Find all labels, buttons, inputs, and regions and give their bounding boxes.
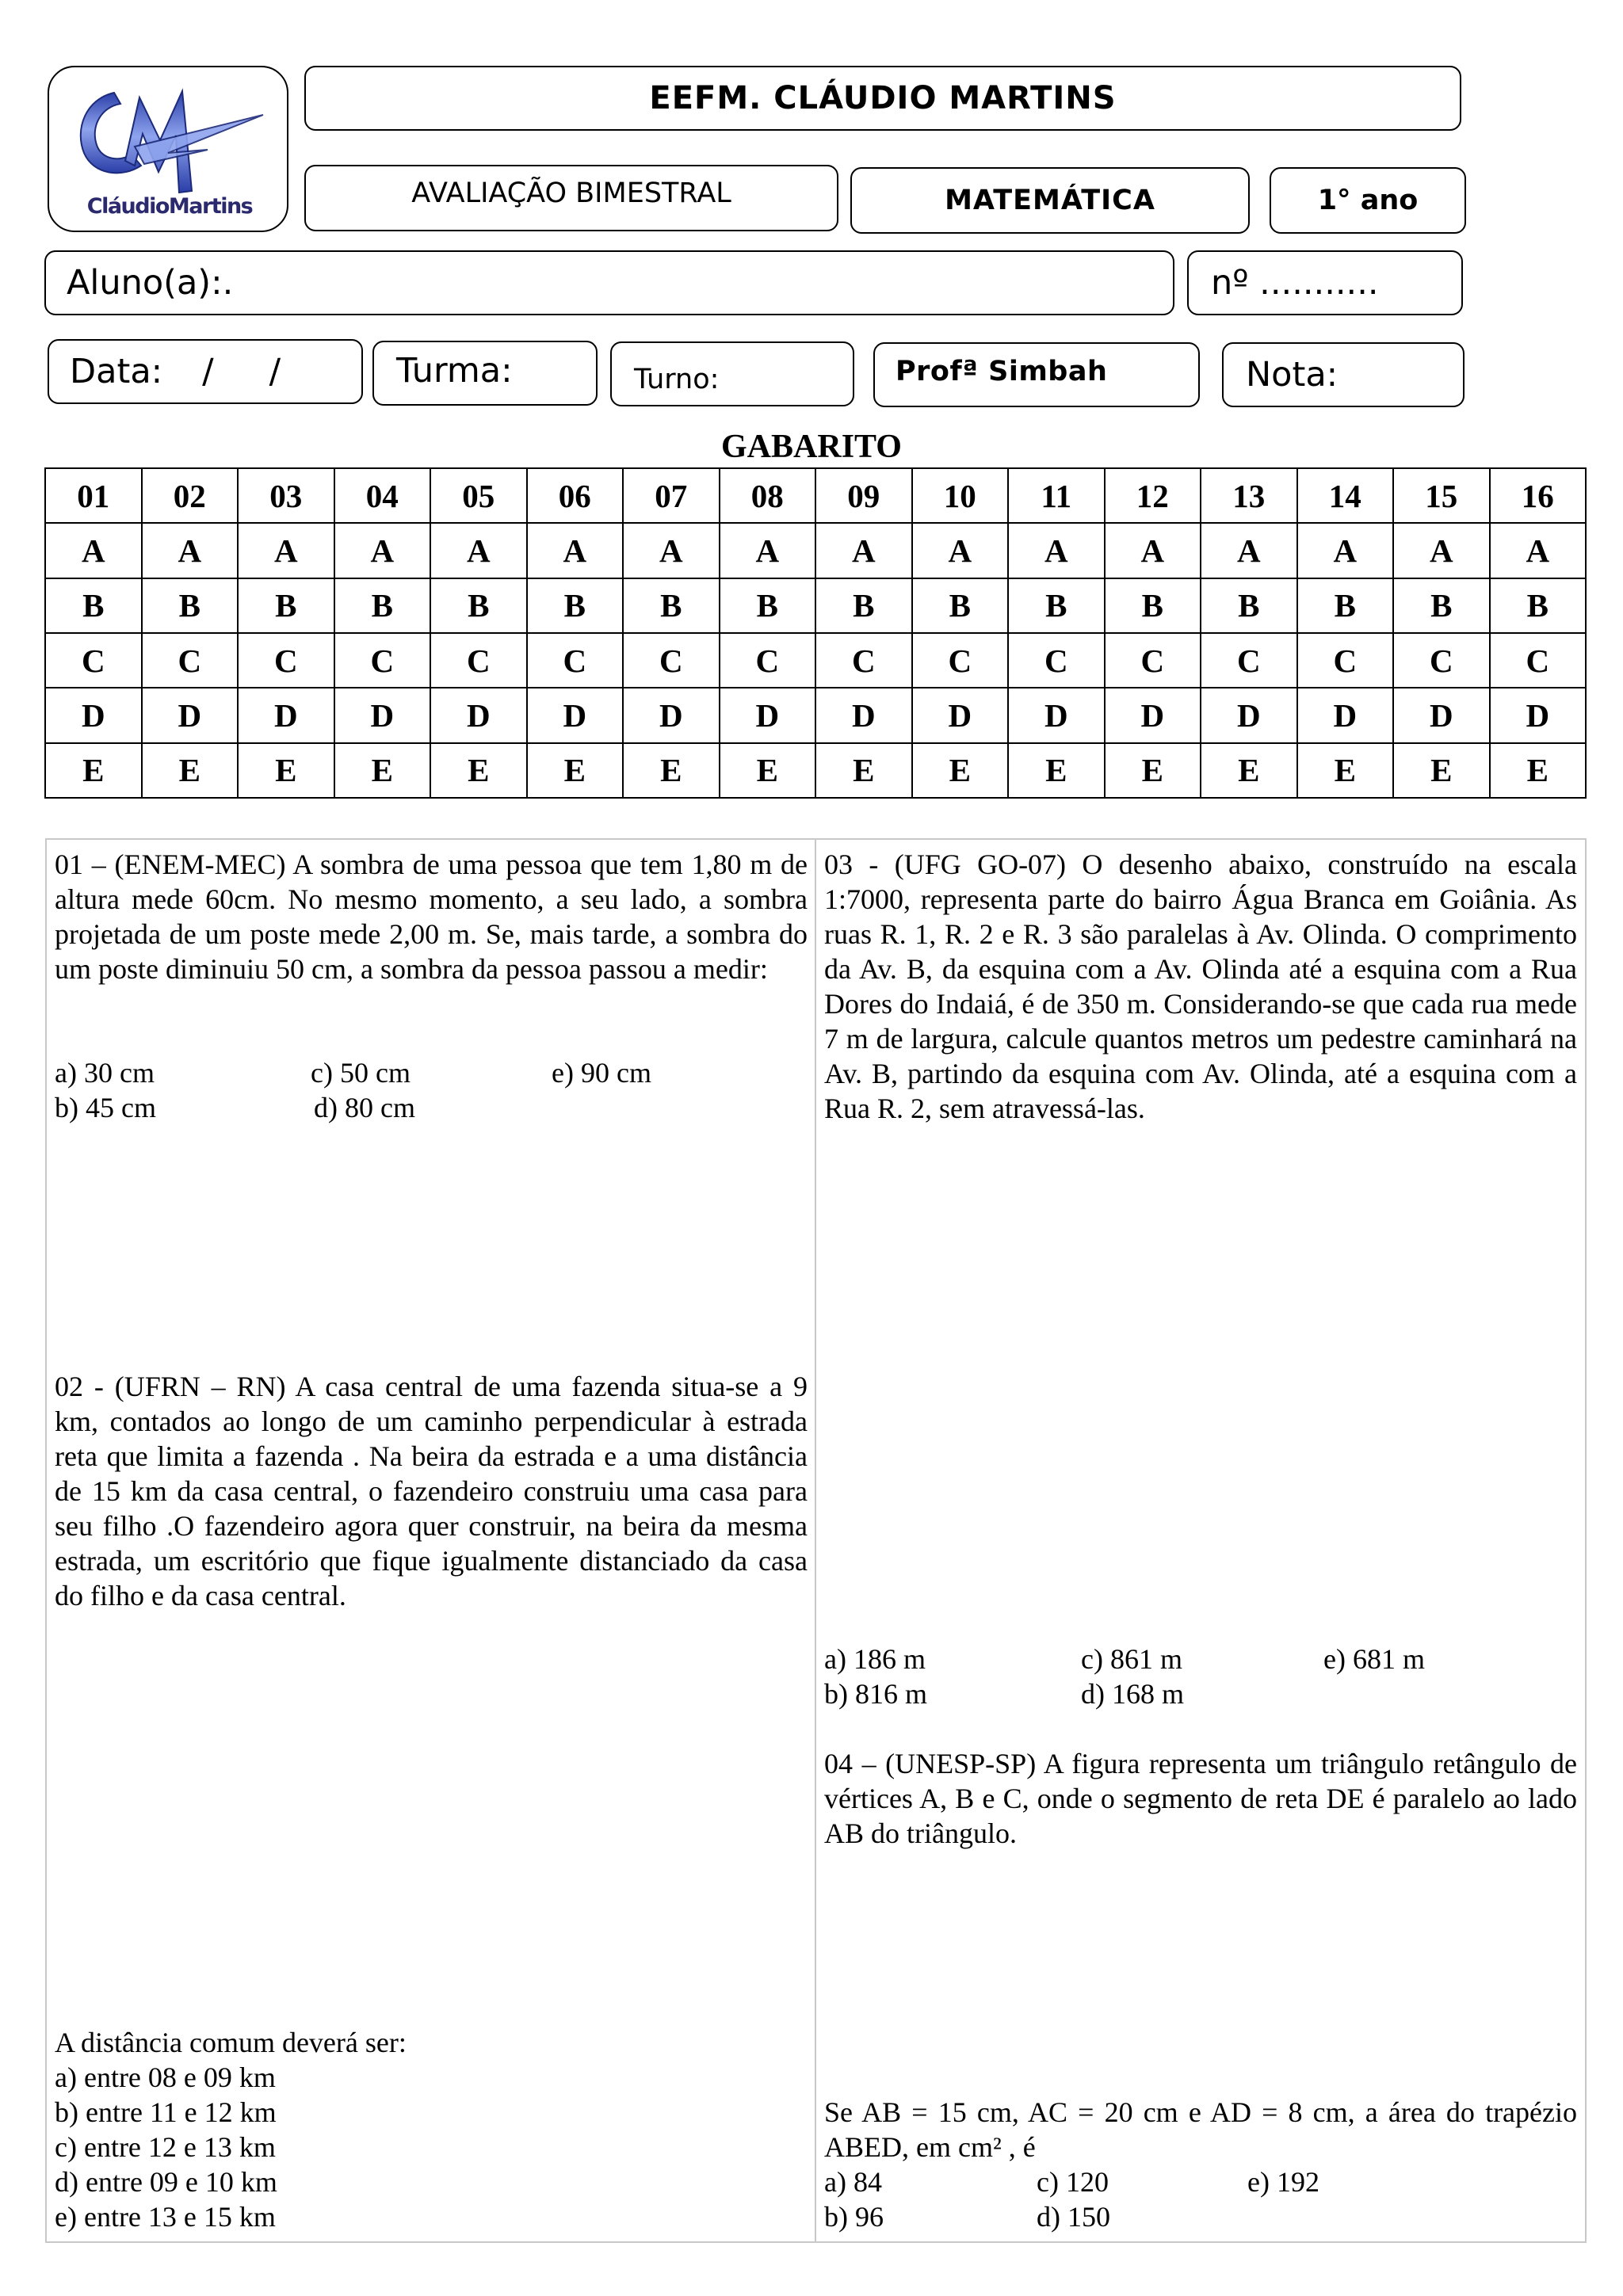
q4-option-e[interactable]: e) 192 [1247, 2166, 1319, 2198]
answer-option-cell[interactable]: C [142, 633, 239, 688]
answer-option-cell[interactable]: D [334, 688, 431, 742]
answer-option-cell[interactable]: C [1297, 633, 1394, 688]
answer-option-cell[interactable]: D [45, 688, 142, 742]
q1-option-a[interactable]: a) 30 cm [55, 1057, 155, 1089]
answer-option-cell[interactable]: E [623, 743, 720, 798]
answer-option-cell[interactable]: D [912, 688, 1009, 742]
answer-option-cell[interactable]: E [1105, 743, 1201, 798]
q3-option-b[interactable]: b) 816 m [824, 1678, 927, 1710]
answer-option-cell[interactable]: E [238, 743, 334, 798]
answer-option-cell[interactable]: D [720, 688, 816, 742]
shift-label: Turno: [634, 364, 720, 395]
subject: MATEMÁTICA [850, 167, 1250, 234]
question-number-cell: 14 [1297, 468, 1394, 523]
answer-key-title: GABARITO [721, 429, 902, 465]
answer-option-cell[interactable]: C [430, 633, 527, 688]
date-field[interactable] [48, 339, 363, 404]
answer-option-cell[interactable]: E [430, 743, 527, 798]
answer-option-cell[interactable]: D [142, 688, 239, 742]
answer-option-cell[interactable]: B [912, 578, 1009, 633]
question-number-cell: 07 [623, 468, 720, 523]
answer-option-cell[interactable]: A [1490, 523, 1587, 578]
answer-option-cell[interactable]: E [1393, 743, 1490, 798]
date-label: Data: [70, 352, 163, 391]
logo-text: CláudioMartins [86, 194, 253, 219]
answer-option-cell[interactable]: A [334, 523, 431, 578]
answer-option-cell[interactable]: D [623, 688, 720, 742]
answer-option-cell[interactable]: A [430, 523, 527, 578]
answer-option-cell[interactable]: B [430, 578, 527, 633]
q1-option-d[interactable]: d) 80 cm [314, 1092, 415, 1123]
answer-option-cell[interactable]: E [334, 743, 431, 798]
answer-option-cell[interactable]: A [912, 523, 1009, 578]
answer-option-cell[interactable]: D [527, 688, 624, 742]
q1-option-b[interactable]: b) 45 cm [55, 1092, 156, 1123]
question-1-text: 01 – (ENEM-MEC) A sombra de uma pessoa que tem 1,80 m de altura mede 60cm. No mesmo momento, a seu lado, a sombra projetada de um poste mede 2,00 m. Se, mais tarde, a sombra do um poste diminuiu 50 cm, a sombra da pessoa passou a medir: [55, 849, 808, 985]
question-4-text: 04 – (UNESP-SP) A figura representa um triângulo retângulo de vértices A, B e C, onde o segmento de reta DE é paralelo ao lado AB do triângulo. [824, 1748, 1577, 1849]
answer-option-cell[interactable]: E [45, 743, 142, 798]
q3-option-d[interactable]: d) 168 m [1081, 1678, 1184, 1710]
question-number-cell: 12 [1105, 468, 1201, 523]
question-number-cell: 04 [334, 468, 431, 523]
answer-option-cell[interactable]: A [1201, 523, 1297, 578]
question-number-cell: 01 [45, 468, 142, 523]
answer-option-cell[interactable]: B [1490, 578, 1587, 633]
answer-option-row [45, 578, 1586, 633]
answer-key-header-row [45, 468, 1586, 523]
answer-option-cell[interactable]: A [1393, 523, 1490, 578]
answer-option-cell[interactable]: C [45, 633, 142, 688]
question-number-cell: 05 [430, 468, 527, 523]
q4-prompt: Se AB = 15 cm, AC = 20 cm e AD = 8 cm, a área do trapézio ABED, em cm² , é [824, 2096, 1577, 2163]
answer-option-cell[interactable]: D [1393, 688, 1490, 742]
answer-option-cell[interactable]: E [720, 743, 816, 798]
answer-option-cell[interactable]: B [815, 578, 912, 633]
answer-option-cell[interactable]: E [142, 743, 239, 798]
question-number-cell: 16 [1490, 468, 1587, 523]
answer-option-cell[interactable]: D [1105, 688, 1201, 742]
answer-option-cell[interactable]: D [1201, 688, 1297, 742]
answer-option-cell[interactable]: C [527, 633, 624, 688]
teacher-name [873, 342, 1200, 407]
answer-option-cell[interactable]: C [815, 633, 912, 688]
answer-option-cell[interactable]: B [142, 578, 239, 633]
answer-option-cell[interactable]: C [334, 633, 431, 688]
q3-option-c[interactable]: c) 861 m [1081, 1643, 1182, 1675]
question-number-cell: 15 [1393, 468, 1490, 523]
grade: 1° ano [1270, 167, 1466, 234]
answer-option-cell[interactable]: D [815, 688, 912, 742]
answer-option-cell[interactable]: D [430, 688, 527, 742]
q1-option-c[interactable]: c) 50 cm [311, 1057, 411, 1089]
answer-option-cell[interactable]: D [1297, 688, 1394, 742]
answer-key-table [44, 467, 1587, 799]
answer-option-cell[interactable]: A [527, 523, 624, 578]
answer-option-cell[interactable]: E [815, 743, 912, 798]
answer-option-row [45, 523, 1586, 578]
question-number-cell: 13 [1201, 468, 1297, 523]
answer-option-cell[interactable]: E [1297, 743, 1394, 798]
answer-option-row [45, 688, 1586, 742]
answer-option-cell[interactable]: E [1490, 743, 1587, 798]
answer-option-cell[interactable]: D [1008, 688, 1105, 742]
question-number-cell: 11 [1008, 468, 1105, 523]
q2-prompt: A distância comum deverá ser: [55, 2027, 407, 2058]
answer-option-cell[interactable]: B [1201, 578, 1297, 633]
answer-option-row [45, 743, 1586, 798]
answer-option-cell[interactable]: B [1008, 578, 1105, 633]
shift-field[interactable] [610, 341, 854, 406]
answer-option-cell[interactable]: C [1105, 633, 1201, 688]
answer-option-cell[interactable]: A [1297, 523, 1394, 578]
answer-option-cell[interactable]: C [1008, 633, 1105, 688]
student-label: Aluno(a):. [67, 263, 234, 303]
answer-option-cell[interactable]: D [1490, 688, 1587, 742]
answer-option-cell[interactable]: A [142, 523, 239, 578]
answer-option-cell[interactable]: A [623, 523, 720, 578]
answer-option-cell[interactable]: B [45, 578, 142, 633]
exam-type: AVALIAÇÃO BIMESTRAL [304, 165, 838, 231]
answer-option-cell[interactable]: A [238, 523, 334, 578]
answer-option-cell[interactable]: A [815, 523, 912, 578]
answer-option-cell[interactable]: B [1297, 578, 1394, 633]
answer-option-cell[interactable]: C [912, 633, 1009, 688]
question-number-cell: 08 [720, 468, 816, 523]
answer-option-cell[interactable]: B [1105, 578, 1201, 633]
question-number-cell: 03 [238, 468, 334, 523]
answer-option-cell[interactable]: A [720, 523, 816, 578]
date-separator: / [202, 352, 214, 391]
answer-option-cell[interactable]: D [238, 688, 334, 742]
answer-option-cell[interactable]: B [1393, 578, 1490, 633]
student-number-field[interactable] [1187, 250, 1463, 315]
question-number-cell: 06 [527, 468, 624, 523]
answer-option-cell[interactable]: E [1201, 743, 1297, 798]
answer-option-cell[interactable]: E [1008, 743, 1105, 798]
answer-option-cell[interactable]: B [720, 578, 816, 633]
answer-option-cell[interactable]: B [527, 578, 624, 633]
answer-option-cell[interactable]: C [1201, 633, 1297, 688]
answer-option-cell[interactable]: E [912, 743, 1009, 798]
school-name: EEFM. CLÁUDIO MARTINS [304, 66, 1461, 131]
answer-option-cell[interactable]: E [527, 743, 624, 798]
score-label: Nota: [1246, 355, 1338, 395]
q2-option-c[interactable]: c) entre 12 e 13 km [55, 2131, 276, 2163]
number-label: nº ........... [1211, 263, 1379, 303]
q3-option-e[interactable]: e) 681 m [1323, 1643, 1425, 1675]
q4-option-d[interactable]: d) 150 [1037, 2201, 1110, 2233]
score-field[interactable] [1222, 342, 1465, 407]
questions-area [45, 838, 1587, 2243]
q3-option-a[interactable]: a) 186 m [824, 1643, 926, 1675]
answer-option-cell[interactable]: C [238, 633, 334, 688]
q1-option-e[interactable]: e) 90 cm [552, 1057, 651, 1089]
column-divider [815, 840, 816, 2241]
question-2-text: 02 - (UFRN – RN) A casa central de uma fazenda situa-se a 9 km, contados ao longo de um caminho perpendicular à estrada reta que limita a fazenda . Na beira da estrada e a uma distância de 15 km da casa central, o fazendeiro construiu uma casa para seu filho .O fazendeiro agora quer construir, na beira da mesma estrada, um escritório que fique igualmente distanciado da casa do filho e da casa central. [55, 1371, 808, 1611]
q4-option-c[interactable]: c) 120 [1037, 2166, 1109, 2198]
answer-option-cell[interactable]: B [238, 578, 334, 633]
question-3-text: 03 - (UFG GO-07) O desenho abaixo, construído na escala 1:7000, representa parte do bairro Água Branca em Goiânia. As ruas R. 1, R. 2 e R. 3 são paralelas à Av. Olinda. O comprimento da Av. B, da esquina com a Av. Olinda até a esquina com a Rua Dores do Indaiá, é de 350 m. Considerando-se que cada rua mede 7 m de largura, calcule quantos metros um pedestre caminhará na Av. B, partindo da esquina com Av. Olinda, até a esquina com a Rua R. 2, sem atravessá-las. [824, 849, 1577, 1124]
q4-option-a[interactable]: a) 84 [824, 2166, 882, 2198]
answer-option-cell[interactable]: C [1393, 633, 1490, 688]
teacher-label: Profª Simbah [896, 356, 1108, 387]
question-number-cell: 10 [912, 468, 1009, 523]
q2-option-a[interactable]: a) entre 08 e 09 km [55, 2061, 276, 2093]
answer-option-row [45, 633, 1586, 688]
q2-option-b[interactable]: b) entre 11 e 12 km [55, 2096, 277, 2128]
answer-option-cell[interactable]: C [1490, 633, 1587, 688]
answer-option-cell[interactable]: A [1105, 523, 1201, 578]
school-logo [48, 66, 288, 232]
q4-option-b[interactable]: b) 96 [824, 2201, 884, 2233]
class-label: Turma: [396, 351, 513, 391]
answer-option-cell[interactable]: B [334, 578, 431, 633]
date-separator: / [269, 352, 281, 391]
question-number-cell: 09 [815, 468, 912, 523]
answer-option-cell[interactable]: A [45, 523, 142, 578]
answer-option-cell[interactable]: C [720, 633, 816, 688]
student-name-field[interactable] [44, 250, 1174, 315]
answer-option-cell[interactable]: C [623, 633, 720, 688]
q2-option-e[interactable]: e) entre 13 e 15 km [55, 2201, 276, 2233]
q2-option-d[interactable]: d) entre 09 e 10 km [55, 2166, 277, 2198]
answer-option-cell[interactable]: A [1008, 523, 1105, 578]
answer-option-cell[interactable]: B [623, 578, 720, 633]
question-number-cell: 02 [142, 468, 239, 523]
class-field[interactable] [372, 341, 598, 406]
